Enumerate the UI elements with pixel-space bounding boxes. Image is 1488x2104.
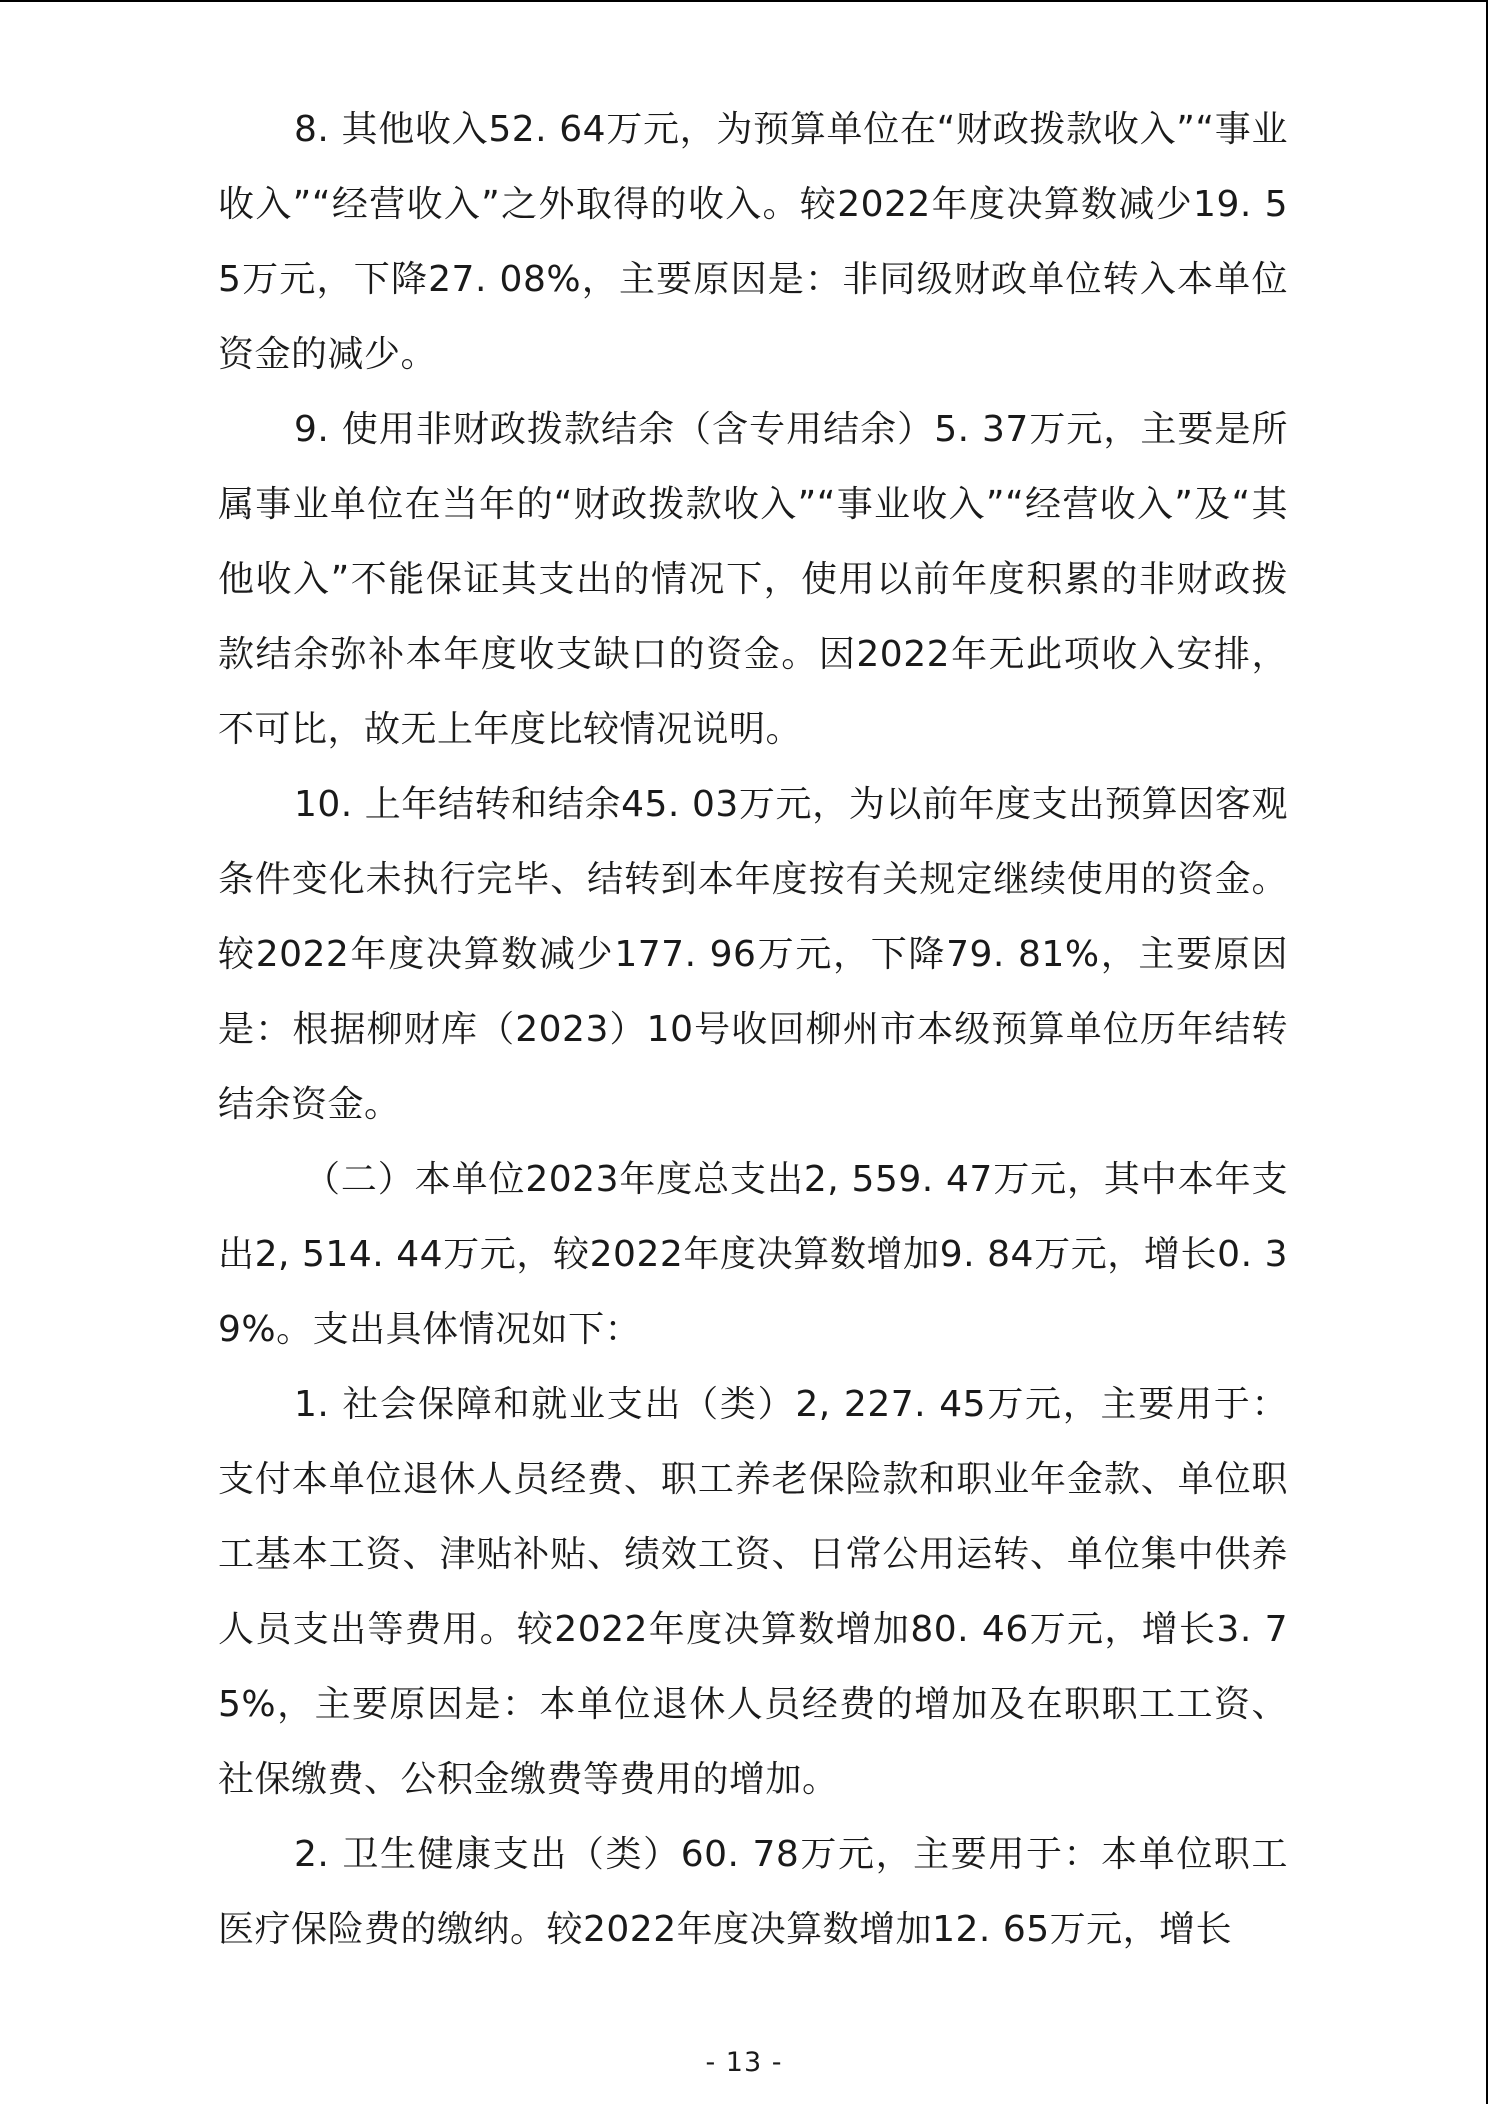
paragraph-health-expenditure: 2. 卫生健康支出（类）60. 78万元，主要用于：本单位职工医疗保险费的缴纳。较2022年度决算数增加12. 65万元，增长	[218, 1834, 1288, 1950]
paragraph-total-expenditure: （二）本单位2023年度总支出2, 559. 47万元，其中本年支出2, 514. 44万元，较2022年度决算数增加9. 84万元，增长0. 39%。支出具体情况如下：	[218, 1159, 1288, 1350]
document-body	[218, 92, 1288, 1967]
paragraph-prior-year-carryover: 10. 上年结转和结余45. 03万元，为以前年度支出预算因客观条件变化未执行完毕、结转到本年度按有关规定继续使用的资金。较2022年度决算数减少177. 96万元，下降79. 81%，主要原因是：根据柳财库（2023）10号收回柳州市本级预算单位历年结转结余资金。	[218, 784, 1288, 1125]
paragraph-social-security-expenditure: 1. 社会保障和就业支出（类）2, 227. 45万元，主要用于：支付本单位退休人员经费、职工养老保险款和职业年金款、单位职工基本工资、津贴补贴、绩效工资、日常公用运转、单位集中供养人员支出等费用。较2022年度决算数增加80. 46万元，增长3. 75%，主要原因是：本单位退休人员经费的增加及在职职工工资、社保缴费、公积金缴费等费用的增加。	[218, 1384, 1288, 1800]
page-top-border	[0, 0, 1488, 2]
page-number: - 13 -	[705, 2047, 783, 2078]
paragraph-non-fiscal-balance: 9. 使用非财政拨款结余（含专用结余）5. 37万元，主要是所属事业单位在当年的“财政拨款收入”“事业收入”“经营收入”及“其他收入”不能保证其支出的情况下，使用以前年度积累的非财政拨款结余弥补本年度收支缺口的资金。因2022年无此项收入安排，不可比，故无上年度比较情况说明。	[218, 409, 1288, 750]
paragraph-other-income: 8. 其他收入52. 64万元，为预算单位在“财政拨款收入”“事业收入”“经营收入”之外取得的收入。较2022年度决算数减少19. 55万元，下降27. 08%，主要原因是：非同级财政单位转入本单位资金的减少。	[218, 109, 1288, 375]
